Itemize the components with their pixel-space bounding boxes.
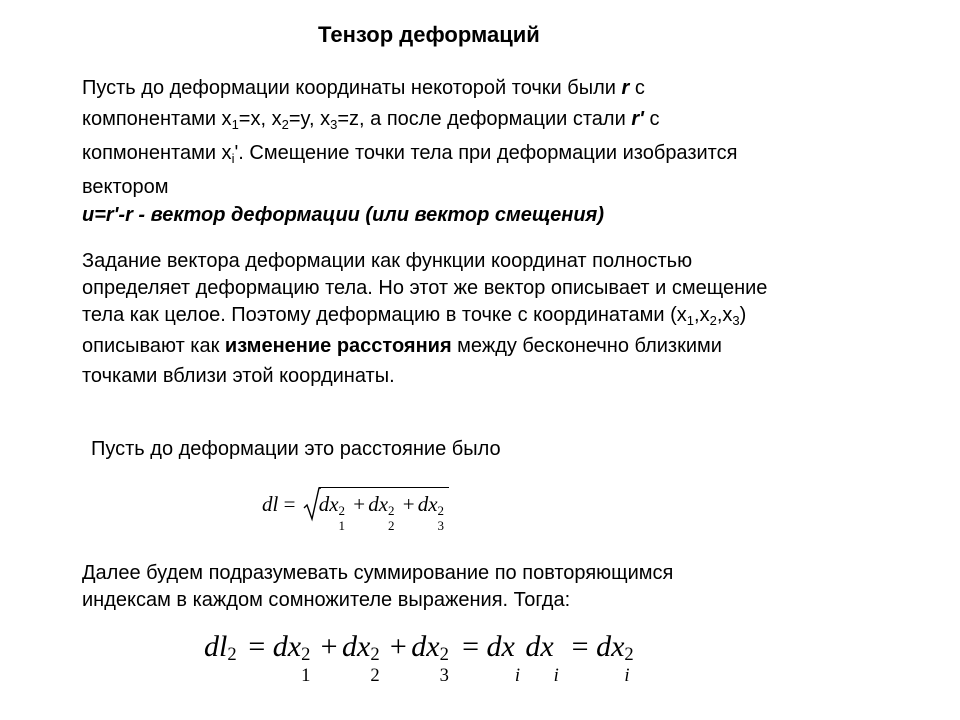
paragraph-deformation-definition: [82, 248, 767, 390]
emphasis-distance-change: изменение расстояния: [224, 335, 452, 357]
p4-line1: Далее будем подразумевать суммирование по повторяющимся: [82, 562, 674, 584]
p2-line3: тела как целое. Поэтому деформацию в точке с координатами $(x_1,x_2,x_3)$: [82, 304, 747, 328]
vector-r: r: [621, 77, 630, 99]
p1-line1: Пусть до деформации координаты некоторой точки были r с: [82, 77, 645, 99]
p1-line3: копмонентами $x_i'$. Смещение точки тела при деформации изобразится: [82, 142, 738, 166]
paragraph-displacement: [82, 75, 737, 226]
deformation-vector-definition: u=r'-r - вектор деформации (или вектор смещения): [82, 204, 604, 226]
p1-line2: компонентами $x_1=x$, $x_2=y$, $x_3=z$, а после деформации стали r' с: [82, 108, 660, 132]
p2-line1: Задание вектора деформации как функции координат полностью: [82, 250, 693, 272]
p2-line2: определяет деформацию тела. Но этот же вектор описывает и смещение: [82, 277, 768, 299]
p4-line2: индексам в каждом сомножителе выражения. Тогда:: [82, 589, 571, 611]
formula-squared-distance: dl 2 = dx 2 1 + dx 2 2 + dx 2 3 = dx i dx i = dx 2 i: [204, 630, 634, 687]
slide-title: Тензор деформаций: [318, 22, 540, 47]
p1-line4: вектором: [82, 176, 169, 198]
vector-r-prime: r': [631, 108, 644, 130]
paragraph-summation-convention: [82, 560, 673, 614]
p2-line5: точками вблизи этой координаты.: [82, 365, 395, 387]
paragraph-initial-distance: Пусть до деформации это расстояние было: [91, 438, 501, 460]
square-root: dx 2 1 + dx 2 2 + dx 2 3: [303, 492, 449, 517]
p2-line4: описывают как изменение расстояния между бесконечно близкими: [82, 335, 722, 357]
formula-distance: dl = dx 2 1 + dx 2 2 + dx 2 3: [262, 492, 449, 517]
